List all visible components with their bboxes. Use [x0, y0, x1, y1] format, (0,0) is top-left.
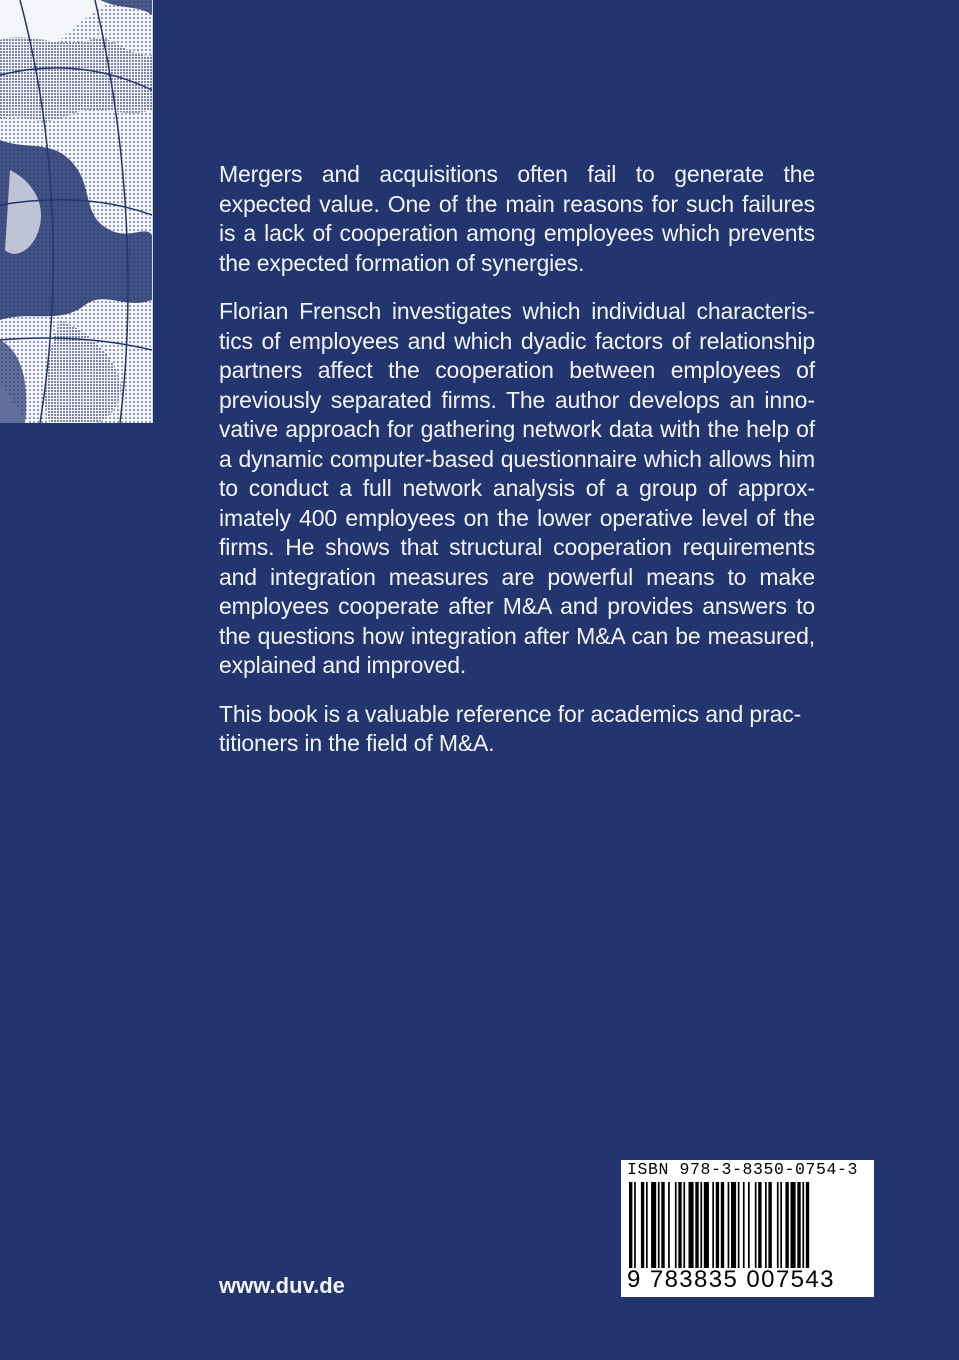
isbn-label: ISBN 978-3-8350-0754-3	[627, 1160, 859, 1179]
barcode-bar	[634, 1182, 636, 1268]
barcode-bar	[797, 1182, 800, 1268]
barcode-bar	[802, 1182, 804, 1268]
barcode-bar	[743, 1182, 745, 1268]
barcode-bar	[651, 1182, 656, 1268]
barcode-bar	[731, 1182, 736, 1268]
barcode-bar	[758, 1182, 761, 1268]
barcode-bar	[777, 1182, 779, 1268]
barcode-bar	[689, 1182, 694, 1268]
barcode-bar	[661, 1182, 664, 1268]
globe-map-icon	[0, 0, 152, 423]
barcode-bar	[728, 1182, 730, 1268]
globe-illustration	[0, 0, 153, 423]
barcode-bar	[806, 1182, 809, 1268]
barcode-bar	[765, 1182, 767, 1268]
barcode-bar	[780, 1182, 782, 1268]
barcode-bar	[716, 1182, 719, 1268]
barcode-bar	[629, 1182, 632, 1268]
publisher-url[interactable]: www.duv.de	[219, 1273, 345, 1298]
ean-digits: 9 783835 007543	[627, 1266, 835, 1293]
isbn-barcode	[621, 1160, 874, 1297]
barcode-bar	[738, 1182, 740, 1268]
barcode-bar	[791, 1182, 796, 1268]
blurb-paragraph-3: This book is a valuable reference for academics and practitioners in the field of M&A.	[219, 700, 802, 756]
barcode-bar	[768, 1182, 771, 1268]
barcode-bar	[721, 1182, 724, 1268]
barcode-bars	[629, 1182, 867, 1268]
barcode-bar	[683, 1182, 685, 1268]
barcode-bar	[646, 1182, 648, 1268]
barcode-bar	[695, 1182, 698, 1268]
barcode-bar	[755, 1182, 757, 1268]
blurb-paragraph-1: Mergers and acquisitions often fail to generate the expected value. One of the main reasons for such failures is a lack of cooperation among employees which prevents the expected formation of synergies.	[219, 161, 815, 276]
barcode-bar	[678, 1182, 681, 1268]
barcode-bar	[658, 1182, 660, 1268]
barcode-bar	[748, 1182, 750, 1268]
barcode-bar	[700, 1182, 702, 1268]
barcode-bar	[785, 1182, 788, 1268]
barcode-bar	[712, 1182, 714, 1268]
blurb-paragraph-2: Florian Frensch investigates which individual characteristics of employees and which dyadic factors of relationship partners affect the cooperation between employees of previously separated firms. The author develops an innovative approach for gathering network data with the help of a dynamic computer-based questionnaire which allows him to conduct a full network analysis of a group of approximately 400 employees on the lower operative level of the firms. He shows that structural cooperation requirements and integration measures are powerful means to make employees cooperate after M&A and provides answers to the questions how integration after M&A can be measured, explained and improved.	[219, 298, 815, 678]
barcode-bar	[641, 1182, 644, 1268]
back-cover-blurb	[219, 160, 815, 778]
barcode-bar	[704, 1182, 709, 1268]
barcode-bar	[675, 1182, 677, 1268]
barcode-bar	[668, 1182, 670, 1268]
